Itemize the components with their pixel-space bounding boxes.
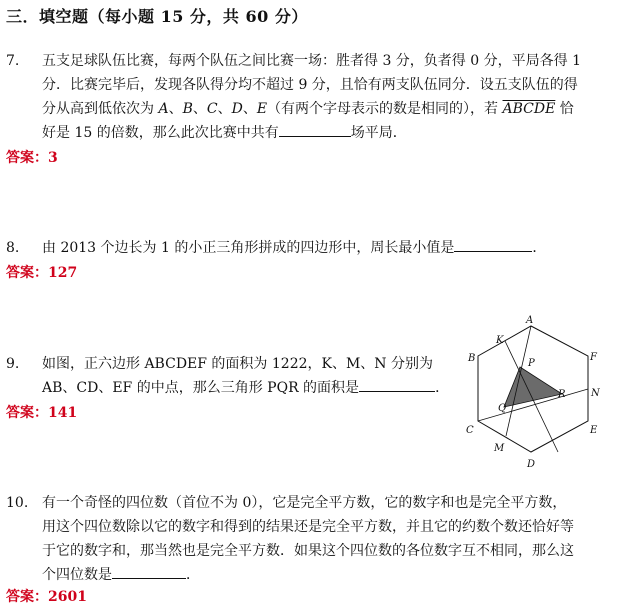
question-text-line xyxy=(42,564,200,586)
answer xyxy=(6,402,77,422)
letter-b: B xyxy=(182,101,193,117)
answer-value: 141 xyxy=(48,405,78,421)
answer-label: 答案： xyxy=(6,589,48,605)
question-text-line xyxy=(42,237,546,259)
answer xyxy=(6,147,58,167)
question-text-line: 五支足球队伍比赛，每两个队伍之间比赛一场：胜者得 3 分，负者得 0 分，平局各得 1 xyxy=(42,53,581,69)
answer-blank[interactable] xyxy=(359,377,435,392)
label-a: A xyxy=(526,315,534,326)
label-c: C xyxy=(466,425,474,436)
label-m: M xyxy=(494,443,505,454)
text-fragment: ． xyxy=(435,380,450,396)
question-text-line: 分从高到低依次为 A、B、C、D、E（有两个字母表示的数是相同的），若 ABCDE 恰 xyxy=(42,101,574,117)
label-r: R xyxy=(558,389,566,400)
letter-a: A xyxy=(158,101,169,117)
label-p: P xyxy=(528,358,535,369)
text-fragment: 场平局． xyxy=(350,125,407,141)
text-fragment: 由 2013 个边长为 1 的小正三角形拼成的四边形中，周长最小值是 xyxy=(42,240,455,256)
answer-label: 答案： xyxy=(6,265,48,281)
label-k: K xyxy=(496,335,504,346)
letter-d: D xyxy=(231,101,243,117)
answer-value: 127 xyxy=(48,265,78,281)
text-fragment: 恰 xyxy=(559,101,574,117)
text-fragment: ． xyxy=(532,240,547,256)
question-number: 8. xyxy=(6,240,20,256)
text-fragment: ． xyxy=(186,567,200,583)
text-fragment: AB、CD、EF 的中点，那么三角形 PQR 的面积是 xyxy=(42,380,360,396)
question-number: 10. xyxy=(6,495,29,511)
question-text-line: 如图，正六边形 ABCDEF 的面积为 1222，K、M、N 分别为 xyxy=(42,356,434,372)
answer-value: 3 xyxy=(48,150,58,166)
label-f: F xyxy=(590,352,597,363)
question-text-line xyxy=(42,377,449,399)
label-b: B xyxy=(468,353,476,364)
text-fragment: 好是 15 的倍数，那么此次比赛中共有 xyxy=(42,125,279,141)
hexagon-figure xyxy=(455,312,615,472)
label-q: Q xyxy=(498,403,507,414)
triangle-pqr xyxy=(504,367,562,407)
answer xyxy=(6,586,87,606)
answer-label: 答案： xyxy=(6,405,48,421)
question-text-line xyxy=(42,122,407,144)
question-number: 7. xyxy=(6,53,20,69)
text-fragment: （有两个字母表示的数是相同的），若 xyxy=(267,101,499,117)
question-text-line: 分．比赛完毕后，发现各队得分均不超过 9 分，且恰有两支队伍同分．设五支队伍的得 xyxy=(42,77,578,93)
section-title: 三．填空题（每小题 15 分，共 60 分） xyxy=(6,7,308,26)
answer-blank[interactable] xyxy=(112,564,186,579)
label-e: E xyxy=(590,425,598,436)
letter-e: E xyxy=(256,101,268,117)
answer xyxy=(6,262,77,282)
answer-blank[interactable] xyxy=(279,122,351,137)
question-text-line: 于它的数字和，那当然也是完全平方数．如果这个四位数的各位数字互不相同，那么这 xyxy=(42,543,574,559)
answer-blank[interactable] xyxy=(454,237,532,252)
answer-value: 2601 xyxy=(48,589,87,605)
label-d: D xyxy=(527,459,536,470)
letter-c: C xyxy=(206,101,218,117)
overline-number: ABCDE xyxy=(502,101,556,117)
question-number: 9. xyxy=(6,356,20,372)
answer-label: 答案： xyxy=(6,150,48,166)
question-text-line: 用这个四位数除以它的数字和得到的结果还是完全平方数，并且它的约数个数还恰好等 xyxy=(42,519,574,535)
question-text-line: 有一个奇怪的四位数（首位不为 0），它是完全平方数，它的数字和也是完全平方数， xyxy=(42,495,567,511)
text-fragment: 分从高到低依次为 xyxy=(42,101,154,117)
label-n: N xyxy=(591,388,600,399)
text-fragment: 个四位数是 xyxy=(42,567,112,583)
